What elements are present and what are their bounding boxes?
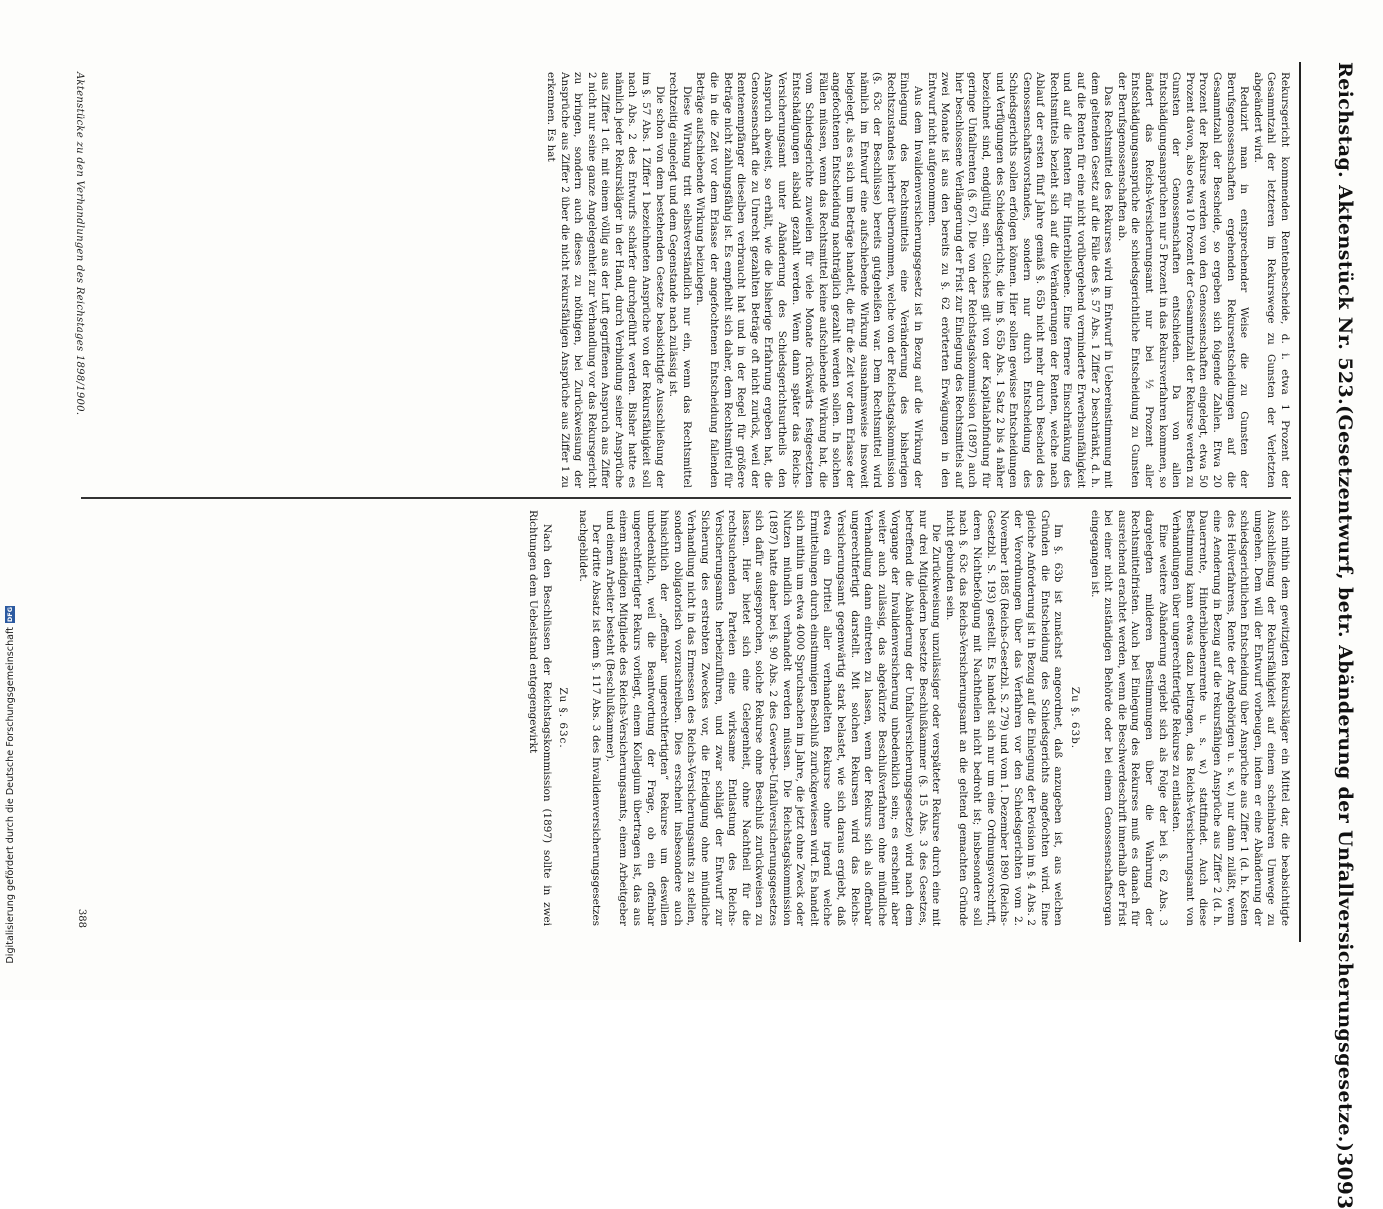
paragraph: Aus dem Invalidenversicherungsgesetz ist in Bezug auf die Wirkung der Einlegung des Rechtsmittels eine Veränderung des bisherigen Rechtszustandes hierher übernommen, welche von der Reichstagskommission (§. 63c der Beschlüsse) bereits gutgeheißen war. Dem Rechtsmittel wird nämlich im Entwurf eine aufschiebende Wirkung ausnahmsweise insoweit beigelegt, als es sich um Beträge handelt, die für die Zeit vor dem Erlasse der angefochtenen Entscheidung nachträglich gezahlt werden sollen. In solchen Fällen müssen, wenn das Rechtsmittel keine aufschiebende Wirkung hat, die vom Schiedsgerichte zuweilen für viele Monate rückwärts festgesetzten Entschädigungen alsbald gezahlt werden. Wenn dann später das Reichs-Versicherungsamt unter Abänderung des Schiedsgerichtsurtheils den Anspruch abweist, so erhält, wie die bisherige Erfahrung ergeben hat, die Genossenschaft die zu Unrecht gezahlten Beträge oft nicht zurück, weil der Rentenempfänger dieselben verbraucht hat und in der Regel für größere Beträge nicht zahlungsfähig ist. Es empfiehlt sich daher, dem Rechtsmittel für die in die Zeit vor dem Erlasse der angefochtenen Entscheidung fallenden Beträge aufschiebende Wirkung beizulegen. [694,72,924,488]
header-rule [1299,62,1301,942]
header-title: Reichstag. Aktenstück Nr. 523. [1334,62,1356,406]
section-heading: Zu §. 63c. [557,687,570,749]
footer-note: Aktenstücke zu den Verhandlungen des Reichstages 1898/1900. [74,72,85,416]
paragraph: Der dritte Absatz ist dem §. 117 Abs. 3 des Invalidenversicherungsgesetzes nachgebildet. [576,510,603,926]
dfg-logo-icon: DFG [6,606,14,623]
header-page-number: 3093 [1333,1152,1357,1209]
left-text-column [86,72,1291,488]
paragraph: Reduzirt man in entsprechender Weise die zu Gunsten der Berufsgenossenschaften ergehenden Rekursentscheidungen auf die Gesammtzahl der Bescheide, so ergeben sich folgende Zahlen. Etwa 20 Prozent der Rekurse werden von den Genossenschaften eingelegt, etwa 50 Prozent davon, also etwa 10 Prozent der Gesammtzahl der Rekurse werden zu Gunsten der Genossenschaften entschieden. Da von allen Entschädigungsansprüchen nur 5 Prozent in das Rekursverfahren kommen, so ändert das Reichs-Versicherungsamt nur bei ½ Prozent aller Entschädigungsansprüche die schiedsgerichtliche Entscheidung zu Gunsten der Berufsgenossenschaften ab. [1115,72,1251,488]
paragraph: Die Zurückweisung unzulässiger oder verspäteter Rekurse durch eine mit nur drei Mitgliedern besetzte Beschlußkammer (§. 15 Abs. 3 des Gesetzes, betreffend die Abänderung der Unfallversicherungsgesetze) wird nach dem Vorgange der Invalidenversicherung unbedenklich sein; es erscheint aber weiter auch zulässig, das abgekürzte Beschlußverfahren ohne mündliche Verhandlung dann eintreten zu lassen, wenn der Rekurs sich als offenbar ungerechtfertigt darstellt. Mit solchen Rekursen wird das Reichs-Versicherungsamt gegenwärtig stark belastet, wie sich daraus ergiebt, daß etwa ein Drittel aller verhandelten Rekurse ohne irgend welche Ermittelungen durch einstimmigen Beschluß zurückgewiesen wird. Es handelt sich mithin um etwa 4000 Spruchsachen im Jahre, die jetzt ohne Zweck oder Nutzen mündlich verhandelt werden müssen. Die Reichstagskommission (1897) hatte daher bei §. 90 Abs. 2 des Gewerbe-Unfallversicherungsgesetzes sich dafür ausgesprochen, solche Rekurse ohne Beschluß zurückweisen zu lassen. Hier bietet sich eine Gelegenheit, ohne Nachtheil für die rechtsuchenden Parteien eine wirksame Entlastung des Reichs-Versicherungsamts herbeizuführen, und zwar schlägt der Entwurf zur Sicherung des erstrebten Zweckes vor, die Erledigung ohne mündliche Verhandlung nicht in das Ermessen des Reichs-Versicherungsamts zu stellen, sondern obligatorisch vorzuschreiben. Dies erscheint insbesondere auch hinsichtlich der „offenbar ungerechtfertigten“ Rekurse um deswillen unbedenklich, weil die Beantwortung der Frage, ob ein offenbar ungerechtfertigter Rekurs vorliegt, einem Kollegium übertragen ist, das aus einem ständigen Mitgliede des Reichs-Versicherungsamts, einem Arbeitgeber und einem Arbeiter besteht (Beschlußkammer). [603,510,943,926]
footer-page-number: 388 [76,908,87,928]
paragraph: Die schon von dem bestehenden Gesetze beabsichtigte Ausschließung der im §. 57 Abs. 1 Ziffer 1 bezeichneten Ansprüche von der Rekursfähigkeit soll nach Abs. 2 des Entwurfs schärfer durchgeführt werden. Bisher hatte es nämlich jeder Rekurskläger in der Hand, durch Verbindung seiner Ansprüche aus Ziffer 1 cit. mit einem völlig aus der Luft gegriffenen Anspruch aus Ziffer 2 nicht nur seine ganze Angelegenheit zur Verhandlung vor das Rekursgericht zu bringen, sondern auch dieses zu nöthigen, bei Zurückweisung der Ansprüche aus Ziffer 2 über die nicht rekursfähigen Ansprüche aus Ziffer 1 zu erkennen. Es hat [544,72,666,488]
paragraph: Diese Wirkung tritt selbstverständlich nur ein, wenn das Rechtsmittel rechtzeitig eingelegt und dem Gegenstande nach zulässig ist. [667,72,693,488]
credit-text: Digitalisierung gefördert durch die Deutsche Forschungsgemeinschaft [4,627,16,964]
paragraph: Eine weitere Abänderung ergiebt sich als Folge der bei §. 62 Abs. 3 dargelegten milderen Bestimmungen über die Wahrung der Rechtsmittelfristen. Auch bei Einlegung des Rekurses muß es danach für ausreichend erachtet werden, wenn die Beschwerdeschrift innerhalb der Frist bei einer nicht zuständigen Behörde oder bei einem Genossenschaftsorgan eingegangen ist. [1088,510,1169,926]
right-text-column [86,510,1291,926]
paragraph: sich mithin dem gewitzigten Rekurskläger ein Mittel dar, die beabsichtigte Ausschließung der Rekursfähigkeit auf einem scheinbaren Umwege zu umgehen. Dem will der Entwurf vorbeugen, indem er eine Abänderung der schiedsgerichtlichen Entscheidung über Ansprüche aus Ziffer 1 (d. h. Kosten des Heilverfahrens, Rente der Angehörigen u. s. w.) nur dann zuläßt, wenn eine Aenderung in Bezug auf die rekursfähigen Ansprüche aus Ziffer 2 (d. h. Dauerrente, Hinterbliebenenrente u. s. w.) stattfindet. Auch diese Bestimmung kann etwas dazu beitragen, das Reichs-Versicherungsamt von Verhandlungen über ungerechtfertigte Rekurse zu entlasten. [1170,510,1291,926]
credit-strip [0,606,20,1000]
column-divider [81,497,1291,499]
header-subtitle: (Gesetzentwurf, betr. Abänderung der Unfallversicherungsgesetze.) [1334,405,1356,1153]
paragraph: Im §. 63b ist zunächst angeordnet, daß anzugeben ist, aus welchen Gründen die Entscheidung des Schiedsgerichts angefochten wird. Eine gleiche Anforderung ist in Bezug auf die Einlegung der Revision im §. 4 Abs. 2 der Verordnungen über das Verfahren vor den Schiedsgerichten vom 2. November 1885 (Reichs-Gesetzbl. S. 279) und vom 1. Dezember 1890 (Reichs-Gesetzbl. S. 193) gestellt. Es handelt sich nur um eine Ordnungsvorschrift, deren Nichtbefolgung mit Nachtheilen nicht bedroht ist; insbesondere soll nach §. 63c das Reichs-Versicherungsamt an die geltend gemachten Gründe nicht gebunden sein. [943,510,1065,926]
credit-line [0,606,20,1000]
paragraph: Rekursgericht kommenden Rentenbescheide, d. i. etwa 1 Prozent der Gesammtzahl der letzteren im Rekurswege zu Gunsten der Verletzten abgeändert wird. [1251,72,1291,488]
section-heading: Zu §. 63b. [1069,686,1082,750]
paragraph: Das Rechtsmittel des Rekurses wird im Entwurf in Uebereinstimmung mit dem geltenden Gesetz auf die Fälle des §. 57 Abs. 1 Ziffer 2 beschränkt, d. h. auf die Renten für eine nicht vorübergehend verminderte Erwerbsunfähigkeit und auf die Renten für Hinterbliebene. Eine fernere Einschränkung des Rechtsmittels bezieht sich auf die Veränderungen der Renten, welche nach Ablauf der ersten fünf Jahre gemäß §. 65b nicht mehr durch Bescheid des Genossenschaftsvorstandes, sondern nur durch Entscheidung des Schiedsgerichts sollen erfolgen können. Hier sollen gewisse Entscheidungen und Verfügungen des Schiedsgerichts, die im §. 65b Abs. 1 Satz 2 bis 4 näher bezeichnet sind, endgültig sein. Gleiches gilt von der Kapitalabfindung für geringe Unfallrenten (§. 67). Die von der Reichstagskommission (1897) auch hier beschlossene Verlängerung der Frist zur Einlegung des Rechtsmittels auf zwei Monate ist aus den bereits zu §. 62 erörterten Erwägungen in den Entwurf nicht aufgenommen. [925,72,1115,488]
paragraph: Nach den Beschlüssen der Reichstagskommission (1897) sollte in zwei Richtungen dem Uebelstand entgegengewirkt [526,510,553,926]
running-header [1307,62,1383,1209]
